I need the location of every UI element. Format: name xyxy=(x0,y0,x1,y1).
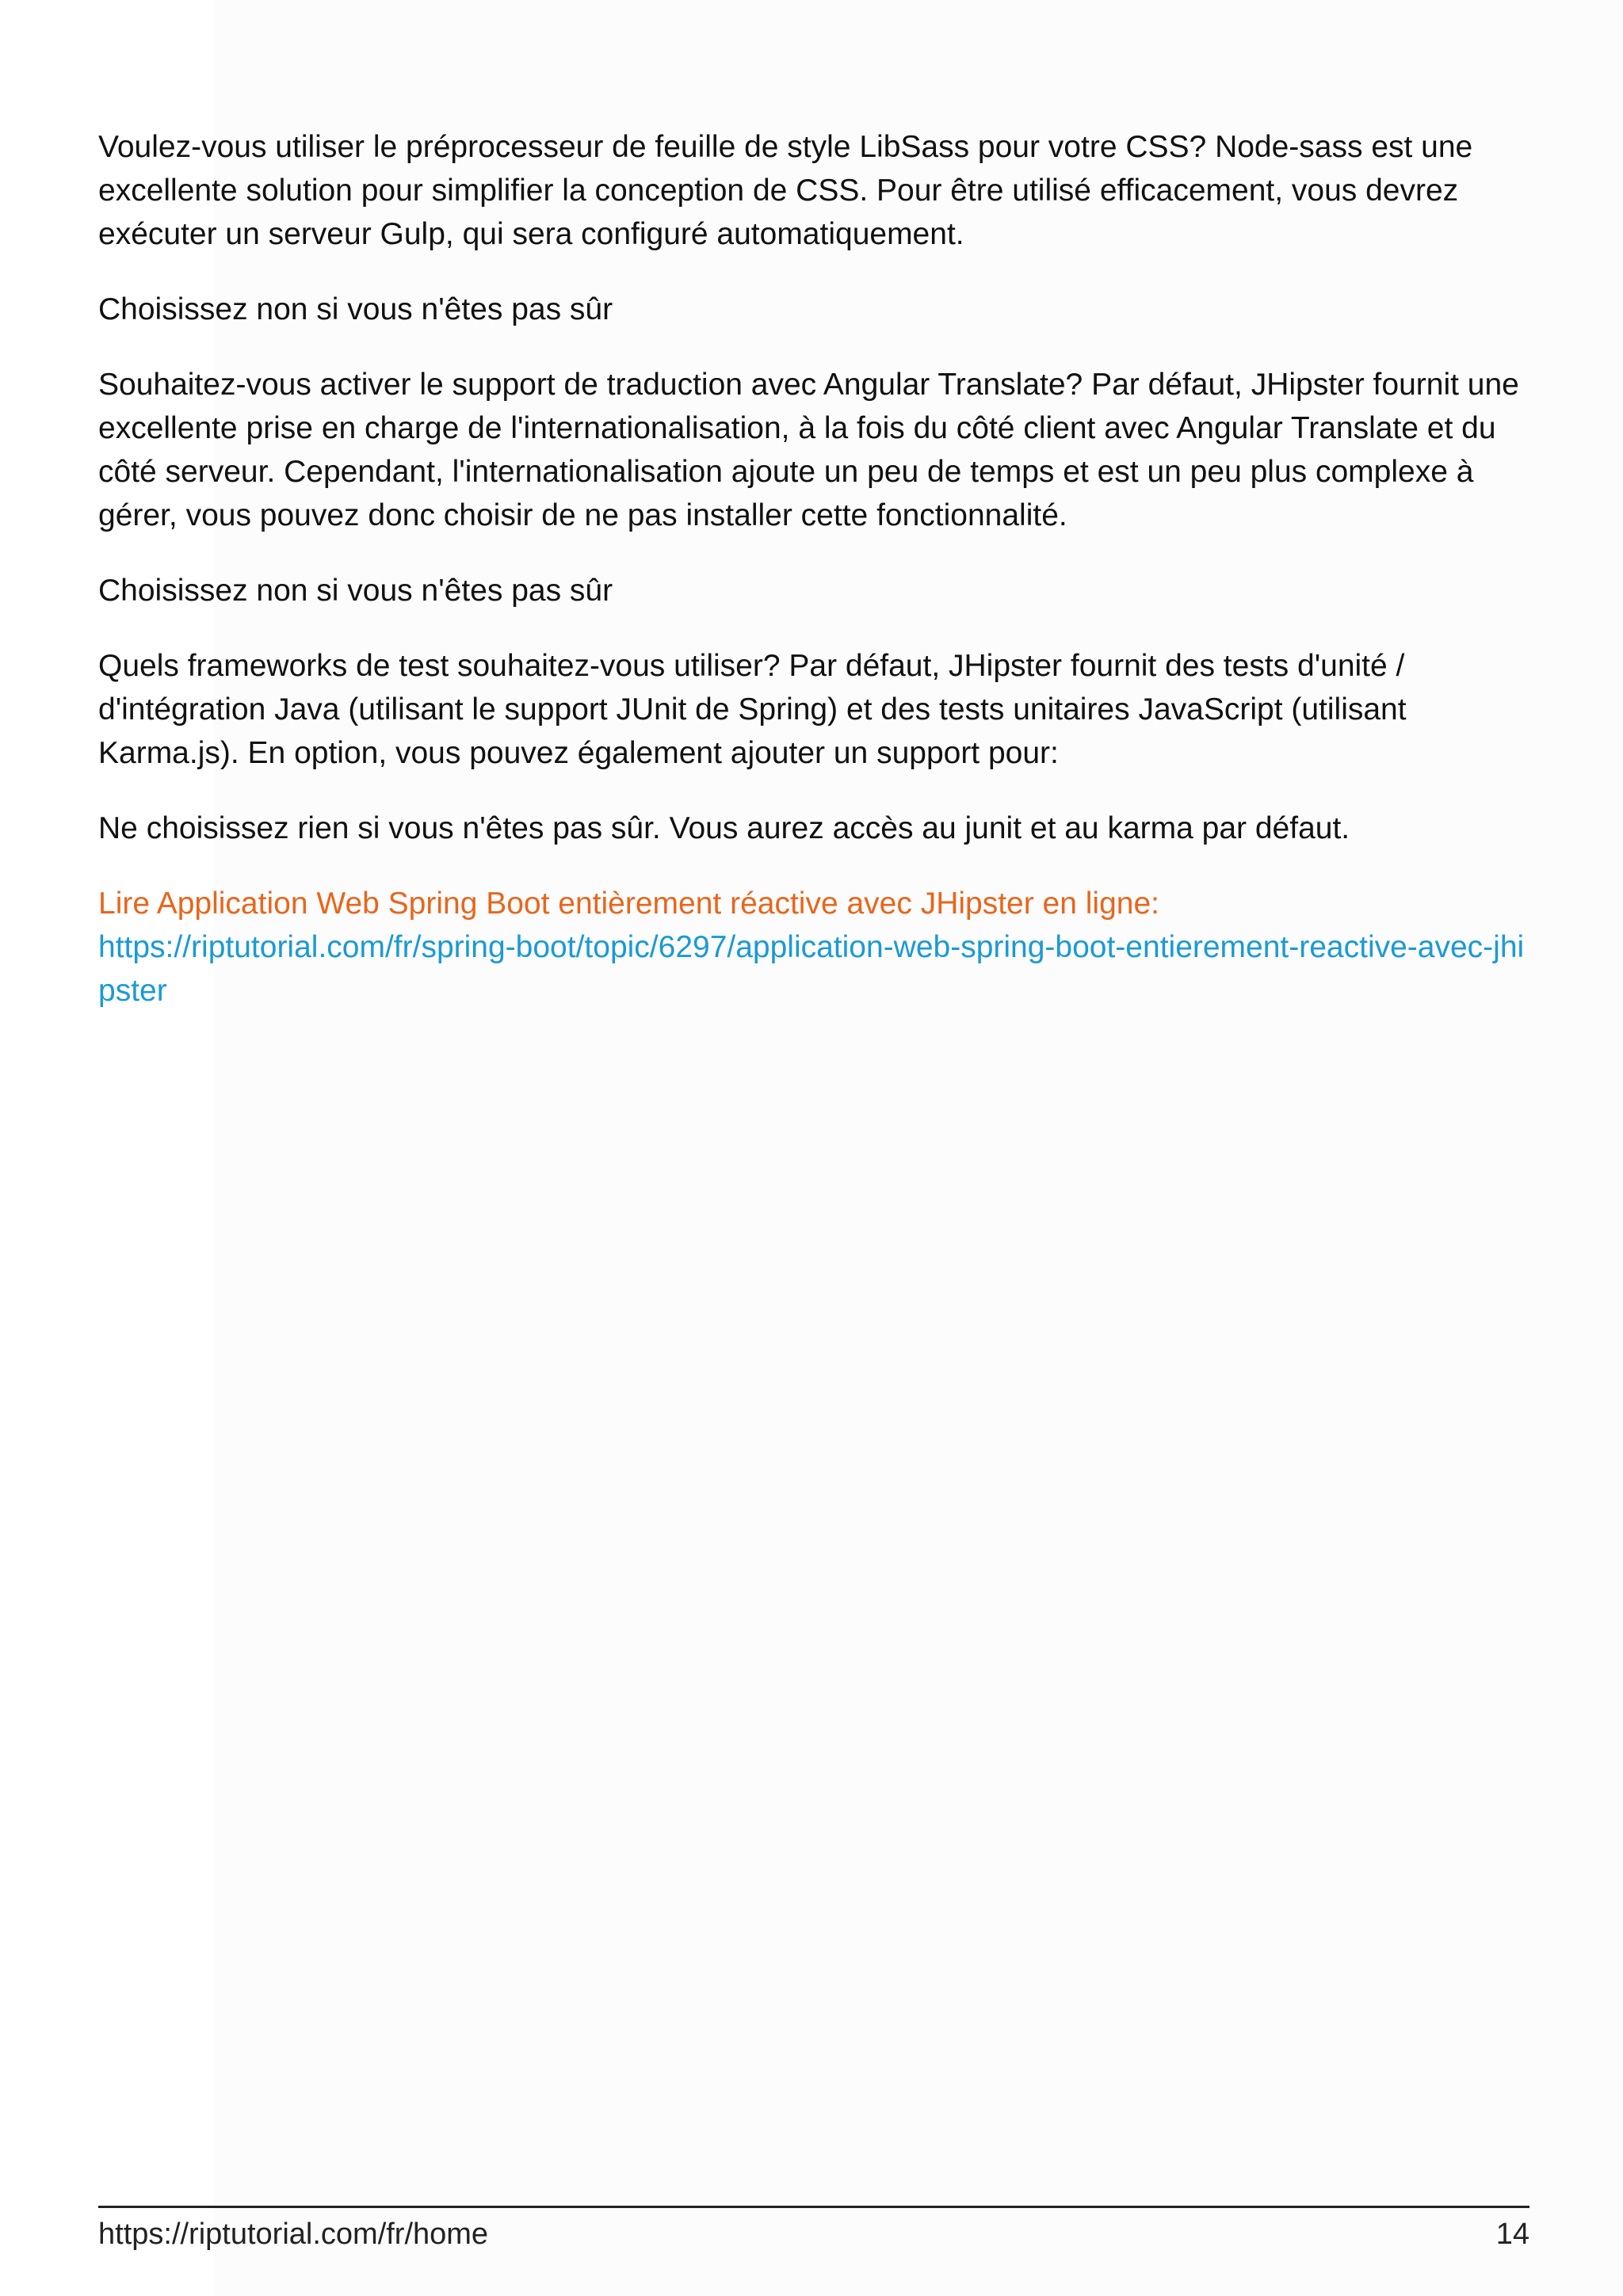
paragraph-choose-no-2: Choisissez non si vous n'êtes pas sûr xyxy=(98,574,613,608)
read-online-label[interactable]: Lire Application Web Spring Boot entièrement réactive avec JHipster en ligne: xyxy=(98,887,1160,921)
footer-divider xyxy=(98,2206,1529,2208)
document-body xyxy=(98,125,1533,1044)
read-online-block xyxy=(98,882,1533,1013)
paragraph-choose-nothing: Ne choisissez rien si vous n'êtes pas sûr. Vous aurez accès au junit et au karma par défaut. xyxy=(98,811,1350,845)
page-number: 14 xyxy=(1495,2218,1529,2251)
read-online-url[interactable]: https://riptutorial.com/fr/spring-boot/topic/6297/application-web-spring-boot-entierement-reactive-avec-jhipster xyxy=(98,930,1525,1008)
paragraph-translate: Souhaitez-vous activer le support de traduction avec Angular Translate? Par défaut, JHipster fournit une excellente prise en charge de l'internationalisation, à la fois du côté client avec Angular Translate et du côté serveur. Cependant, l'internationalisation ajoute un peu de temps et est un peu plus complexe à gérer, vous pouvez donc choisir de ne pas installer cette fonctionnalité. xyxy=(98,368,1519,532)
paragraph-test-frameworks: Quels frameworks de test souhaitez-vous utiliser? Par défaut, JHipster fournit des tests d'unité / d'intégration Java (utilisant le support JUnit de Spring) et des tests unitaires JavaScript (utilisant Karma.js). En option, vous pouvez également ajouter un support pour: xyxy=(98,649,1407,770)
footer-url[interactable]: https://riptutorial.com/fr/home xyxy=(98,2218,489,2251)
paragraph-libsass: Voulez-vous utiliser le préprocesseur de feuille de style LibSass pour votre CSS? Node-sass est une excellente solution pour simplifier la conception de CSS. Pour être utilisé efficacement, vous devrez exécuter un serveur Gulp, qui sera configuré automatiquement. xyxy=(98,130,1473,251)
paragraph-choose-no-1: Choisissez non si vous n'êtes pas sûr xyxy=(98,292,613,326)
